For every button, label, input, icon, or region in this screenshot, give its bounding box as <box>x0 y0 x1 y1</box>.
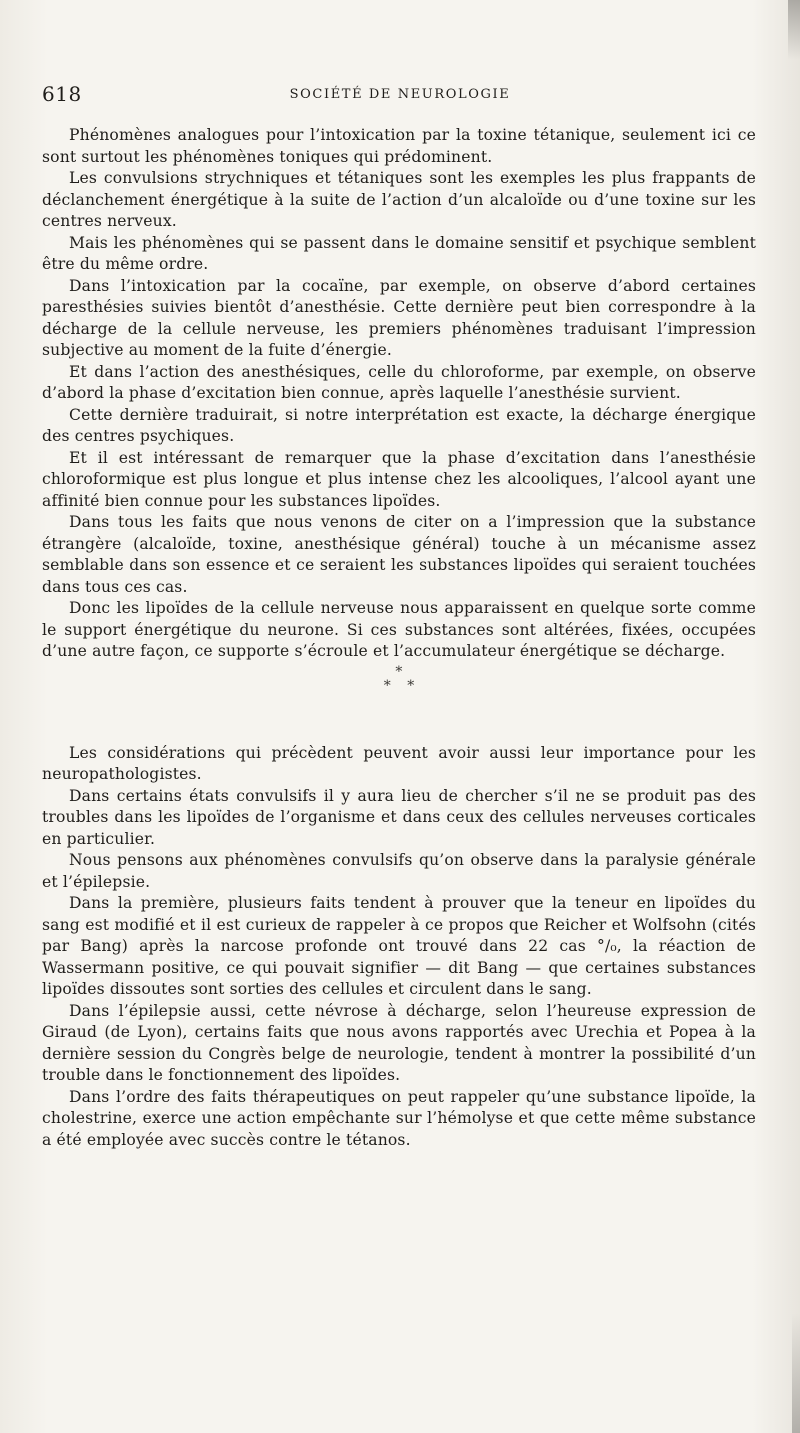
section-separator <box>42 663 756 743</box>
body-text <box>42 125 756 1151</box>
paragraph: Donc les lipoïdes de la cellule nerveuse nous apparaissent en quelque sorte comme le support énergétique du neurone. Si ces substances sont altérées, fixées, occupées d’une autre façon, ce supporte s’écroule et l’accumulateur énergétique se décharge. <box>42 599 756 660</box>
paragraph: Dans la première, plusieurs faits tendent à prouver que la teneur en lipoïdes du sang est modifié et il est curieux de rappeler à ce propos que Reicher et Wolfsohn (cités par Bang) après la narcose profonde ont trouvé dans 22 cas °/₀, la réaction de Wassermann positive, ce qui pouvait signifier — dit Bang — que certaines substances lipoïdes dissoutes sont sorties des cellules et circulent dans le sang. <box>42 894 756 998</box>
paragraph: Cette dernière traduirait, si notre interprétation est exacte, la décharge énergique des centres psychiques. <box>42 405 756 445</box>
paragraph: Dans l’ordre des faits thérapeutiques on peut rappeler qu’une substance lipoïde, la cholestrine, exerce une action empêchante sur l’hémolyse et que cette même substance a été employée avec succès contre le tétanos. <box>42 1087 756 1149</box>
paragraph: Les considérations qui précèdent peuvent avoir aussi leur importance pour les neuropathologistes. <box>42 743 756 783</box>
paragraph: Phénomènes analogues pour l’intoxication par la toxine tétanique, seulement ici ce sont surtout les phénomènes toniques qui prédominent. <box>42 126 756 166</box>
page-edge-shadow-bottom <box>792 1313 800 1433</box>
asterism-top: * <box>395 663 403 680</box>
paragraph: Nous pensons aux phénomènes convulsifs qu’on observe dans la paralysie générale et l’épilepsie. <box>42 851 756 891</box>
paragraph: Mais les phénomènes qui se passent dans le domaine sensitif et psychique semblent être du même ordre. <box>42 233 756 273</box>
running-title: SOCIÉTÉ DE NEUROLOGIE <box>289 87 511 102</box>
paragraph: Les convulsions strychniques et tétaniques sont les exemples les plus frappants de déclanchement énergétique à la suite de l’action d’un alcaloïde ou d’une toxine sur les centres nerveux. <box>42 169 756 230</box>
paragraph: Dans certains états convulsifs il y aura lieu de chercher s’il ne se produit pas des troubles dans les lipoïdes de l’organisme et dans ceux des cellules nerveuses corticales en particulier. <box>42 786 756 848</box>
asterism <box>42 665 756 693</box>
paragraph: Et dans l’action des anesthésiques, celle du chloroforme, par exemple, on observe d’abord la phase d’excitation bien connue, après laquelle l’anesthésie survient. <box>42 362 756 402</box>
paragraph: Dans l’épilepsie aussi, cette névrose à décharge, selon l’heureuse expression de Giraud (de Lyon), certains faits que nous avons rapportés avec Urechia et Popea à la dernière session du Congrès belge de neurologie, tendent à montrer la possibilité d’un trouble dans le fonctionnement des lipoïdes. <box>42 1001 756 1084</box>
paragraph: Dans l’intoxication par la cocaïne, par exemple, on observe d’abord certaines paresthésies suivies bientôt d’anesthésie. Cette dernière peut bien correspondre à la décharge de la cellule nerveuse, les premiers phénomènes traduisant l’impression subjective au moment de la fuite d’énergie. <box>42 276 756 359</box>
paragraph: Dans tous les faits que nous venons de citer on a l’impression que la substance étrangère (alcaloïde, toxine, anesthésique général) touche à un mécanisme assez semblable dans son essence et ce seraient les substances lipoïdes qui seraient touchées dans tous ces cas. <box>42 513 756 596</box>
page-number: 618 <box>42 82 82 106</box>
paragraph: Et il est intéressant de remarquer que la phase d’excitation dans l’anesthésie chloroformique est plus longue et plus intense chez les alcooliques, l’alcool ayant une affinité bien connue pour les substances lipoïdes. <box>42 448 756 510</box>
asterism-bottom: * * <box>383 677 421 694</box>
page-header <box>42 82 758 112</box>
page-edge-shadow <box>788 0 800 60</box>
